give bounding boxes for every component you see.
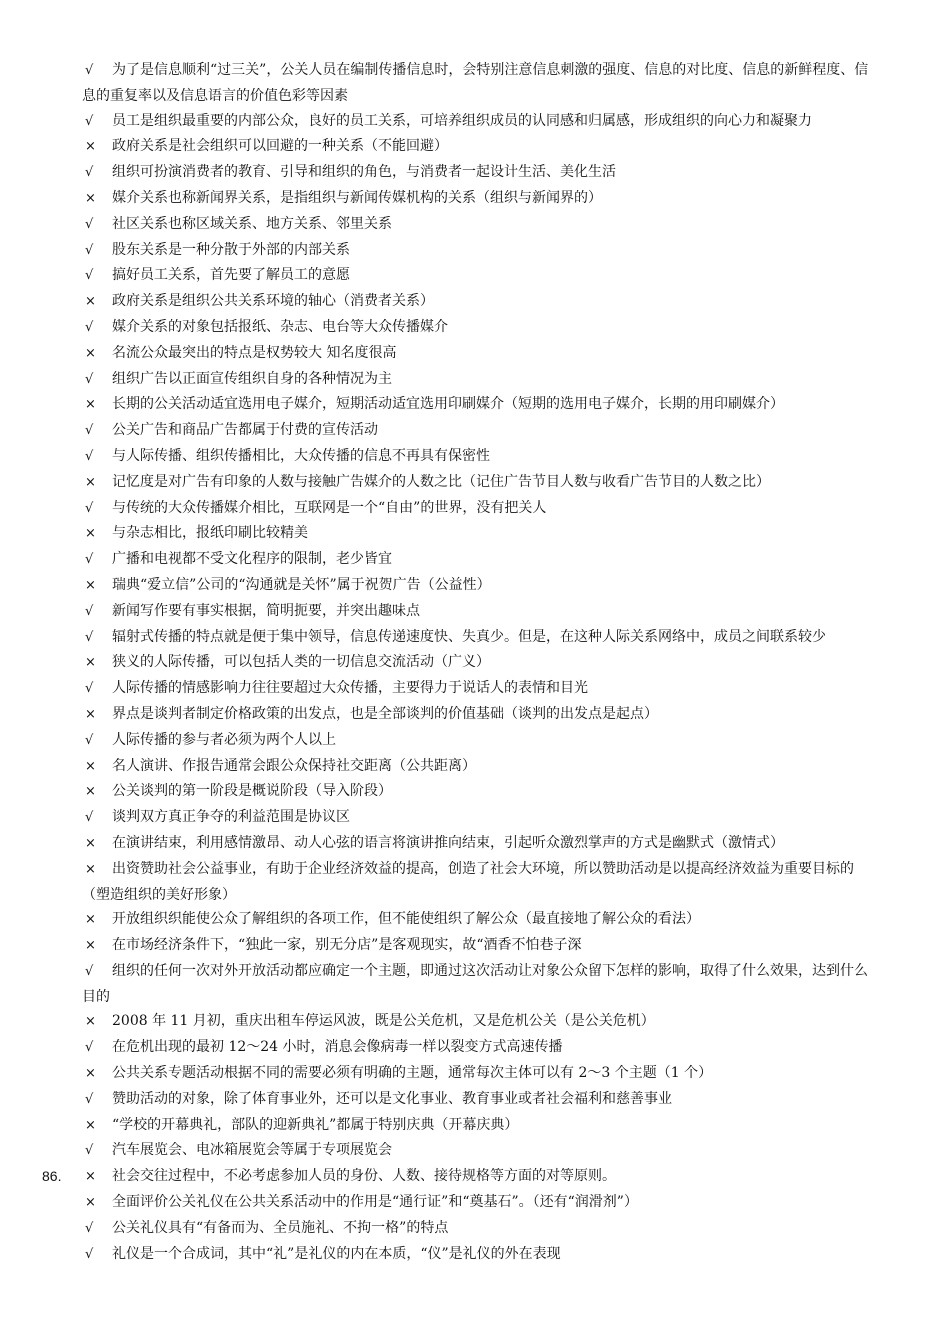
cross-mark-icon: × [85,1169,96,1185]
check-mark-icon: √ [85,448,94,464]
document-page [42,58,874,1267]
statement-text: 在演讲结束，利用感情激昂、动人心弦的语言将演讲推向结束，引起听众激烈掌声的方式是幽默式（激情式） [112,834,784,851]
statement-item [82,1190,874,1216]
statement-text: 与传统的大众传播媒介相比，互联网是一个“自由”的世界，没有把关人 [112,499,547,516]
statement-text: 名人演讲、作报告通常会跟公众保持社交距离（公共距离） [112,757,476,774]
statement-text: 狭义的人际传播，可以包括人类的一切信息交流活动（广义） [112,654,490,671]
statement-item [82,805,874,831]
statement-item [82,907,874,933]
statement-text: 搞好员工关系，首先要了解员工的意愿 [112,267,350,284]
statement-text: 媒介关系也称新闻界关系，是指组织与新闻传媒机构的关系（组织与新闻界的） [112,189,602,206]
statement-text: 公关广告和商品广告都属于付费的宣传活动 [112,422,378,439]
statement-text: 2008 年 11 月初，重庆出租车停运风波，既是公关危机，又是危机公关（是公关危机） [112,1013,655,1030]
check-mark-icon: √ [85,810,94,826]
statement-item [82,1061,874,1087]
statement-item [82,857,874,908]
statement-item [82,521,874,547]
statement-item [82,728,874,754]
statement-item [82,212,874,238]
statement-text: 社会交往过程中，不必考虑参加人员的身份、人数、接待规格等方面的对等原则。 [112,1168,616,1185]
cross-mark-icon: × [85,139,96,155]
statement-item [82,496,874,522]
cross-mark-icon: × [85,190,96,206]
statement-text: 新闻写作要有事实根据，简明扼要，并突出趣味点 [112,602,420,619]
check-mark-icon: √ [85,242,94,258]
statement-item [82,933,874,959]
cross-mark-icon: × [85,835,96,851]
check-mark-icon: √ [85,552,94,568]
statement-text: 公关谈判的第一阶段是概说阶段（导入阶段） [112,783,392,800]
check-mark-icon: √ [85,165,94,181]
statement-text: 组织可扮演消费者的教育、引导和组织的角色，与消费者一起设计生活、美化生活 [112,164,616,181]
statement-text: 在危机出现的最初 12～24 小时，消息会像病毒一样以裂变方式高速传播 [112,1039,563,1056]
cross-mark-icon: × [85,861,96,877]
cross-mark-icon: × [85,397,96,413]
statement-text: 为了是信息顺利“过三关”，公关人员在编制传播信息时，会特别注意信息刺激的强度、信息的对比度、信息的新鲜程度、信息的重复率以及信息语言的价值色彩等因素 [82,62,869,104]
statement-text: 社区关系也称区域关系、地方关系、邻里关系 [112,215,392,232]
statement-item [82,599,874,625]
statement-item [82,134,874,160]
cross-mark-icon: × [85,655,96,671]
statement-item [82,573,874,599]
statement-item [82,263,874,289]
cross-mark-icon: × [85,1195,96,1211]
cross-mark-icon: × [85,474,96,490]
statement-item [82,186,874,212]
statement-text: 赞助活动的对象，除了体育事业外，还可以是文化事业、教育事业或者社会福利和慈善事业 [112,1090,672,1107]
check-mark-icon: √ [85,423,94,439]
cross-mark-icon: × [85,706,96,722]
check-mark-icon: √ [85,963,94,979]
check-mark-icon: √ [85,1143,94,1159]
cross-mark-icon: × [85,758,96,774]
statement-text: 政府关系是社会组织可以回避的一种关系（不能回避） [112,138,448,155]
statement-text: 礼仪是一个合成词，其中“礼”是礼仪的内在本质，“仪”是礼仪的外在表现 [112,1245,561,1262]
statement-item [82,754,874,780]
statement-item [82,1009,874,1035]
statement-text: 辐射式传播的特点就是便于集中领导，信息传递速度快、失真少。但是，在这种人际关系网络中，成员之间联系较少 [112,628,826,645]
statement-text: 全面评价公关礼仪在公共关系活动中的作用是“通行证”和“奠基石”。（还有“润滑剂”） [112,1194,638,1211]
statement-item [82,289,874,315]
check-mark-icon: √ [85,732,94,748]
statement-text: 界点是谈判者制定价格政策的出发点，也是全部谈判的价值基础（谈判的出发点是起点） [112,705,658,722]
cross-mark-icon: × [85,294,96,310]
statement-item [82,779,874,805]
statement-text: 人际传播的参与者必须为两个人以上 [112,731,336,748]
statement-text: 记忆度是对广告有印象的人数与接触广告媒介的人数之比（记住广告节目人数与收看广告节目的人数之比） [112,473,770,490]
statement-text: 公共关系专题活动根据不同的需要必须有明确的主题，通常每次主体可以有 2～3 个主题（1 个） [112,1065,713,1082]
statement-item [82,470,874,496]
cross-mark-icon: × [85,1014,96,1030]
cross-mark-icon: × [85,784,96,800]
cross-mark-icon: × [85,1117,96,1133]
statement-item [82,160,874,186]
check-mark-icon: √ [85,319,94,335]
cross-mark-icon: × [85,526,96,542]
statement-text: 股东关系是一种分散于外部的内部关系 [112,241,350,258]
statement-item [82,392,874,418]
statement-item [82,341,874,367]
check-mark-icon: √ [85,113,94,129]
check-mark-icon: √ [85,1091,94,1107]
statement-item [82,547,874,573]
statement-item [82,109,874,135]
statement-text: 公关礼仪具有“有备而为、全员施礼、不拘一格”的特点 [112,1219,449,1236]
check-mark-icon: √ [85,500,94,516]
statement-text: 瑞典“爱立信”公司的“沟通就是关怀”属于祝贺广告（公益性） [112,576,491,593]
statement-text: “学校的开幕典礼，部队的迎新典礼”都属于特别庆典（开幕庆典） [112,1116,519,1133]
statement-item [82,625,874,651]
statement-text: 出资赞助社会公益事业，有助于企业经济效益的提高，创造了社会大环境，所以赞助活动是以提高经济效益为重要目标的（塑造组织的美好形象） [82,860,854,903]
statement-item [82,702,874,728]
cross-mark-icon: × [85,577,96,593]
statement-item [82,959,874,1010]
check-mark-icon: √ [85,1246,94,1262]
statement-text: 人际传播的情感影响力往往要超过大众传播，主要得力于说话人的表情和目光 [112,680,588,697]
statement-text: 政府关系是组织公共关系环境的轴心（消费者关系） [112,293,434,310]
statement-item [82,650,874,676]
statement-text: 汽车展览会、电冰箱展览会等属于专项展览会 [112,1142,392,1159]
check-mark-icon: √ [85,216,94,232]
statement-text: 组织的任何一次对外开放活动都应确定一个主题，即通过这次活动让对象公众留下怎样的影响，取得了什么效果，达到什么目的 [82,962,868,1005]
check-mark-icon: √ [85,629,94,645]
statement-item [82,444,874,470]
statement-item [82,1216,874,1242]
cross-mark-icon: × [85,912,96,928]
statement-item [82,58,874,109]
statement-text: 与人际传播、组织传播相比，大众传播的信息不再具有保密性 [112,447,490,464]
check-mark-icon: √ [85,1040,94,1056]
statement-item [82,1242,874,1268]
statement-item [82,238,874,264]
statement-text: 长期的公关活动适宜选用电子媒介，短期活动适宜选用印刷媒介（短期的选用电子媒介，长期的用印刷媒介） [112,396,784,413]
check-mark-icon: √ [85,63,94,78]
statement-text: 广播和电视都不受文化程序的限制，老少皆宜 [112,551,392,568]
statement-item [82,315,874,341]
cross-mark-icon: × [85,345,96,361]
check-mark-icon: √ [85,1220,94,1236]
statement-item [82,676,874,702]
statement-item [42,1164,874,1190]
item-number: 86. [42,1168,62,1185]
statement-item [82,1035,874,1061]
statement-item [82,1087,874,1113]
statement-text: 谈判双方真正争夺的利益范围是协议区 [112,809,350,826]
statement-item [82,1113,874,1139]
cross-mark-icon: × [85,938,96,954]
check-mark-icon: √ [85,603,94,619]
statement-item [82,1138,874,1164]
statement-text: 名流公众最突出的特点是权势较大 知名度很高 [112,344,397,361]
statement-text: 员工是组织最重要的内部公众，良好的员工关系，可培养组织成员的认同感和归属感，形成组织的向心力和凝聚力 [112,112,812,129]
statement-item [82,418,874,444]
statement-text: 开放组织织能使公众了解组织的各项工作，但不能使组织了解公众（最直接地了解公众的看法） [112,911,700,928]
check-mark-icon: √ [85,681,94,697]
statement-text: 组织广告以正面宣传组织自身的各种情况为主 [112,370,392,387]
statement-text: 媒介关系的对象包括报纸、杂志、电台等大众传播媒介 [112,318,448,335]
statement-item [82,367,874,393]
statement-item [82,831,874,857]
statement-text: 在市场经济条件下，“独此一家，别无分店”是客观现实，故“酒香不怕巷子深 [112,937,582,954]
statement-text: 与杂志相比，报纸印刷比较精美 [112,525,308,542]
cross-mark-icon: × [85,1066,96,1082]
check-mark-icon: √ [85,371,94,387]
check-mark-icon: √ [85,268,94,284]
